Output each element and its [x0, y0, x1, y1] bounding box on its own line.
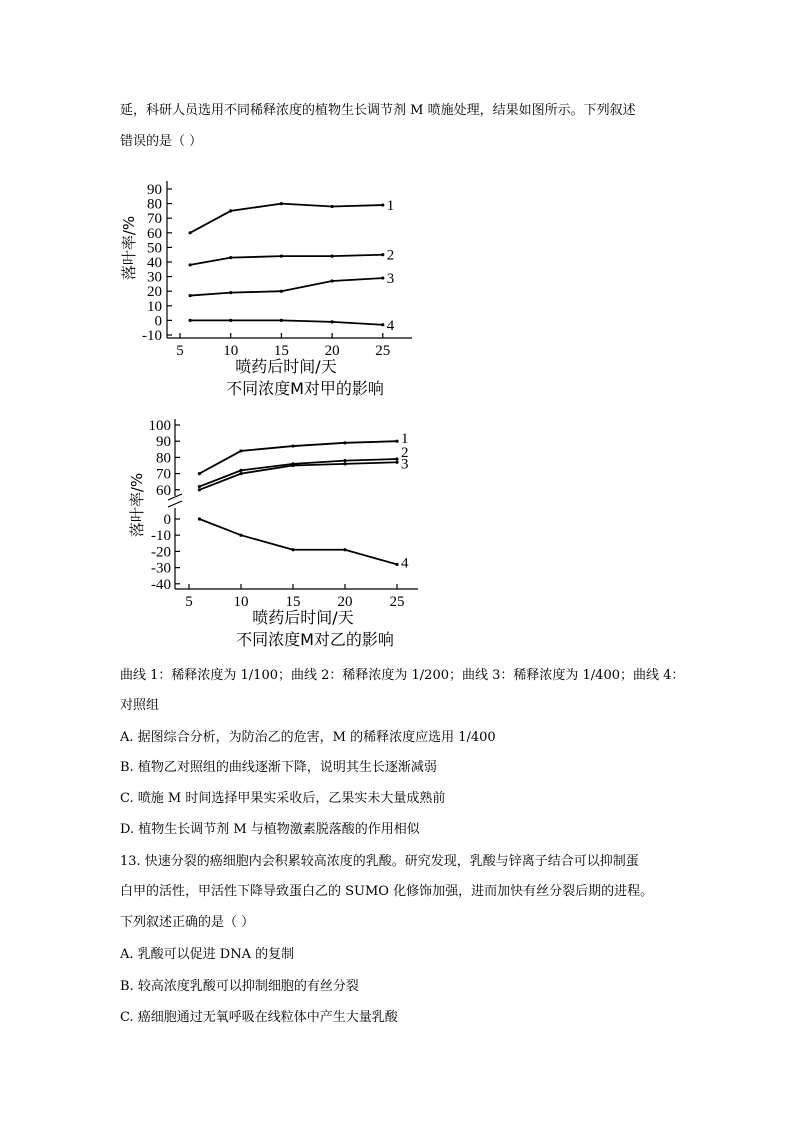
- q13-option-a: A. 乳酸可以促进 DNA 的复制: [120, 947, 295, 962]
- point: [189, 319, 192, 322]
- point: [198, 485, 201, 488]
- curve-label-3: 3: [386, 271, 395, 288]
- curve-legend-line2: 对照组: [120, 698, 160, 713]
- point: [280, 255, 283, 258]
- x-tick-label: 5: [176, 343, 184, 359]
- point: [331, 320, 334, 323]
- y-tick-label: 40: [147, 255, 162, 271]
- point: [291, 548, 294, 551]
- point: [343, 548, 346, 551]
- y-tick-label: 90: [147, 182, 162, 198]
- axis-break-mark: [168, 501, 182, 507]
- point: [343, 459, 346, 462]
- y-tick-label: 70: [147, 211, 162, 228]
- point: [229, 291, 232, 294]
- x-tick-label: 10: [223, 343, 239, 359]
- point: [280, 290, 283, 293]
- chart-yi: [128, 418, 418, 649]
- question-13-stem-line3: 下列叙述正确的是（ ）: [120, 915, 255, 930]
- curve-label-1: 1: [386, 198, 395, 215]
- curve-3: [199, 462, 397, 490]
- point: [331, 255, 334, 258]
- point: [189, 294, 192, 297]
- point: [331, 205, 334, 208]
- chart-jia: [120, 181, 412, 398]
- chart-title: 不同浓度M对乙的影响: [236, 630, 394, 649]
- point: [239, 449, 242, 452]
- point: [239, 469, 242, 472]
- point: [381, 323, 384, 326]
- point: [381, 203, 384, 206]
- x-tick-label: 10: [233, 594, 249, 610]
- curve-1: [190, 204, 383, 233]
- curve-label-2: 2: [386, 247, 395, 264]
- y-tick-label: 10: [147, 298, 162, 315]
- question-13-stem-line2: 白甲的活性，甲活性下降导致蛋白乙的 SUMO 化修饰加强，进而加快有丝分裂后期的进程。: [120, 884, 654, 899]
- chart-title: 不同浓度M对甲的影响: [226, 379, 384, 398]
- y-tick-label: 60: [156, 482, 171, 499]
- point: [229, 319, 232, 322]
- curve-1: [199, 441, 397, 473]
- y-tick-label: 20: [147, 284, 162, 301]
- point: [280, 202, 283, 205]
- point: [331, 279, 334, 282]
- curve-label-3: 3: [401, 456, 409, 473]
- point: [343, 441, 346, 444]
- point: [395, 457, 398, 460]
- point: [198, 472, 201, 475]
- y-tick-label: 60: [147, 225, 162, 242]
- y-tick-label: -40: [151, 576, 171, 593]
- y-tick-label: -20: [151, 544, 171, 561]
- point: [198, 488, 201, 491]
- option-b: B. 植物乙对照组的曲线逐渐下降，说明其生长逐渐减弱: [120, 760, 437, 775]
- curve-4: [199, 519, 397, 564]
- point: [343, 462, 346, 465]
- y-tick-label: 100: [148, 418, 171, 434]
- point: [395, 563, 398, 566]
- q13-option-b: B. 较高浓度乳酸可以抑制细胞的有丝分裂: [120, 979, 359, 994]
- curve-4: [190, 320, 383, 324]
- question-12-stem-line2: 错误的是（ ）: [120, 134, 203, 149]
- point: [239, 472, 242, 475]
- point: [395, 440, 398, 443]
- curve-label-1: 1: [401, 431, 409, 448]
- x-tick-label: 20: [337, 594, 353, 610]
- point: [280, 319, 283, 322]
- y-tick-label: 0: [154, 313, 162, 330]
- point: [395, 461, 398, 464]
- x-axis-label: 喷药后时间/天: [235, 357, 337, 376]
- option-d: D. 植物生长调节剂 M 与植物激素脱落酸的作用相似: [120, 822, 420, 837]
- point: [189, 231, 192, 234]
- x-tick-label: 15: [273, 343, 289, 359]
- curve-label-4: 4: [386, 317, 395, 334]
- x-axis-label: 喷药后时间/天: [252, 608, 354, 627]
- x-tick-label: 5: [185, 594, 193, 610]
- curve-2: [190, 255, 383, 265]
- option-a: A. 据图综合分析，为防治乙的危害，M 的稀释浓度应选用 1/400: [120, 730, 496, 745]
- y-tick-label: 50: [147, 240, 162, 257]
- y-axis-label: 落叶率/%: [128, 472, 146, 538]
- curve-label-2: 2: [401, 445, 409, 462]
- option-c: C. 喷施 M 时间选择甲果实采收后，乙果实未大量成熟前: [120, 791, 446, 806]
- y-tick-label: 80: [156, 450, 171, 467]
- y-axis-label: 落叶率/%: [120, 215, 138, 281]
- point: [229, 256, 232, 259]
- y-tick-label: 90: [156, 434, 171, 451]
- y-tick-label: 30: [147, 269, 162, 286]
- x-tick-label: 20: [324, 343, 340, 359]
- curve-3: [190, 278, 383, 296]
- y-tick-label: 70: [156, 466, 171, 483]
- y-tick-label: 0: [163, 512, 171, 528]
- y-tick-label: 80: [147, 196, 162, 213]
- question-12-stem-line1: 延，科研人员选用不同稀释浓度的植物生长调节剂 M 喷施处理，结果如图所示。下列叙述: [120, 103, 636, 118]
- curve-label-4: 4: [401, 555, 409, 572]
- y-tick-label: -30: [151, 560, 171, 577]
- point: [189, 263, 192, 266]
- x-tick-label: 15: [285, 594, 301, 610]
- q13-option-c: C. 癌细胞通过无氧呼吸在线粒体中产生大量乳酸: [120, 1010, 398, 1025]
- point: [239, 534, 242, 537]
- x-tick-label: 25: [389, 594, 405, 610]
- curve-legend-line1: 曲线 1：稀释浓度为 1/100；曲线 2：稀释浓度为 1/200；曲线 3：稀释浓度为 1/400；曲线 4：: [120, 668, 685, 683]
- point: [291, 464, 294, 467]
- y-tick-label: -10: [151, 528, 171, 545]
- point: [291, 444, 294, 447]
- question-13-stem-line1: 13. 快速分裂的癌细胞内会积累较高浓度的乳酸。研究发现，乳酸与锌离子结合可以抑制蛋: [120, 854, 639, 869]
- point: [381, 253, 384, 256]
- point: [198, 517, 201, 520]
- point: [381, 276, 384, 279]
- point: [229, 209, 232, 212]
- y-tick-label: -10: [142, 328, 162, 344]
- x-tick-label: 25: [375, 343, 391, 359]
